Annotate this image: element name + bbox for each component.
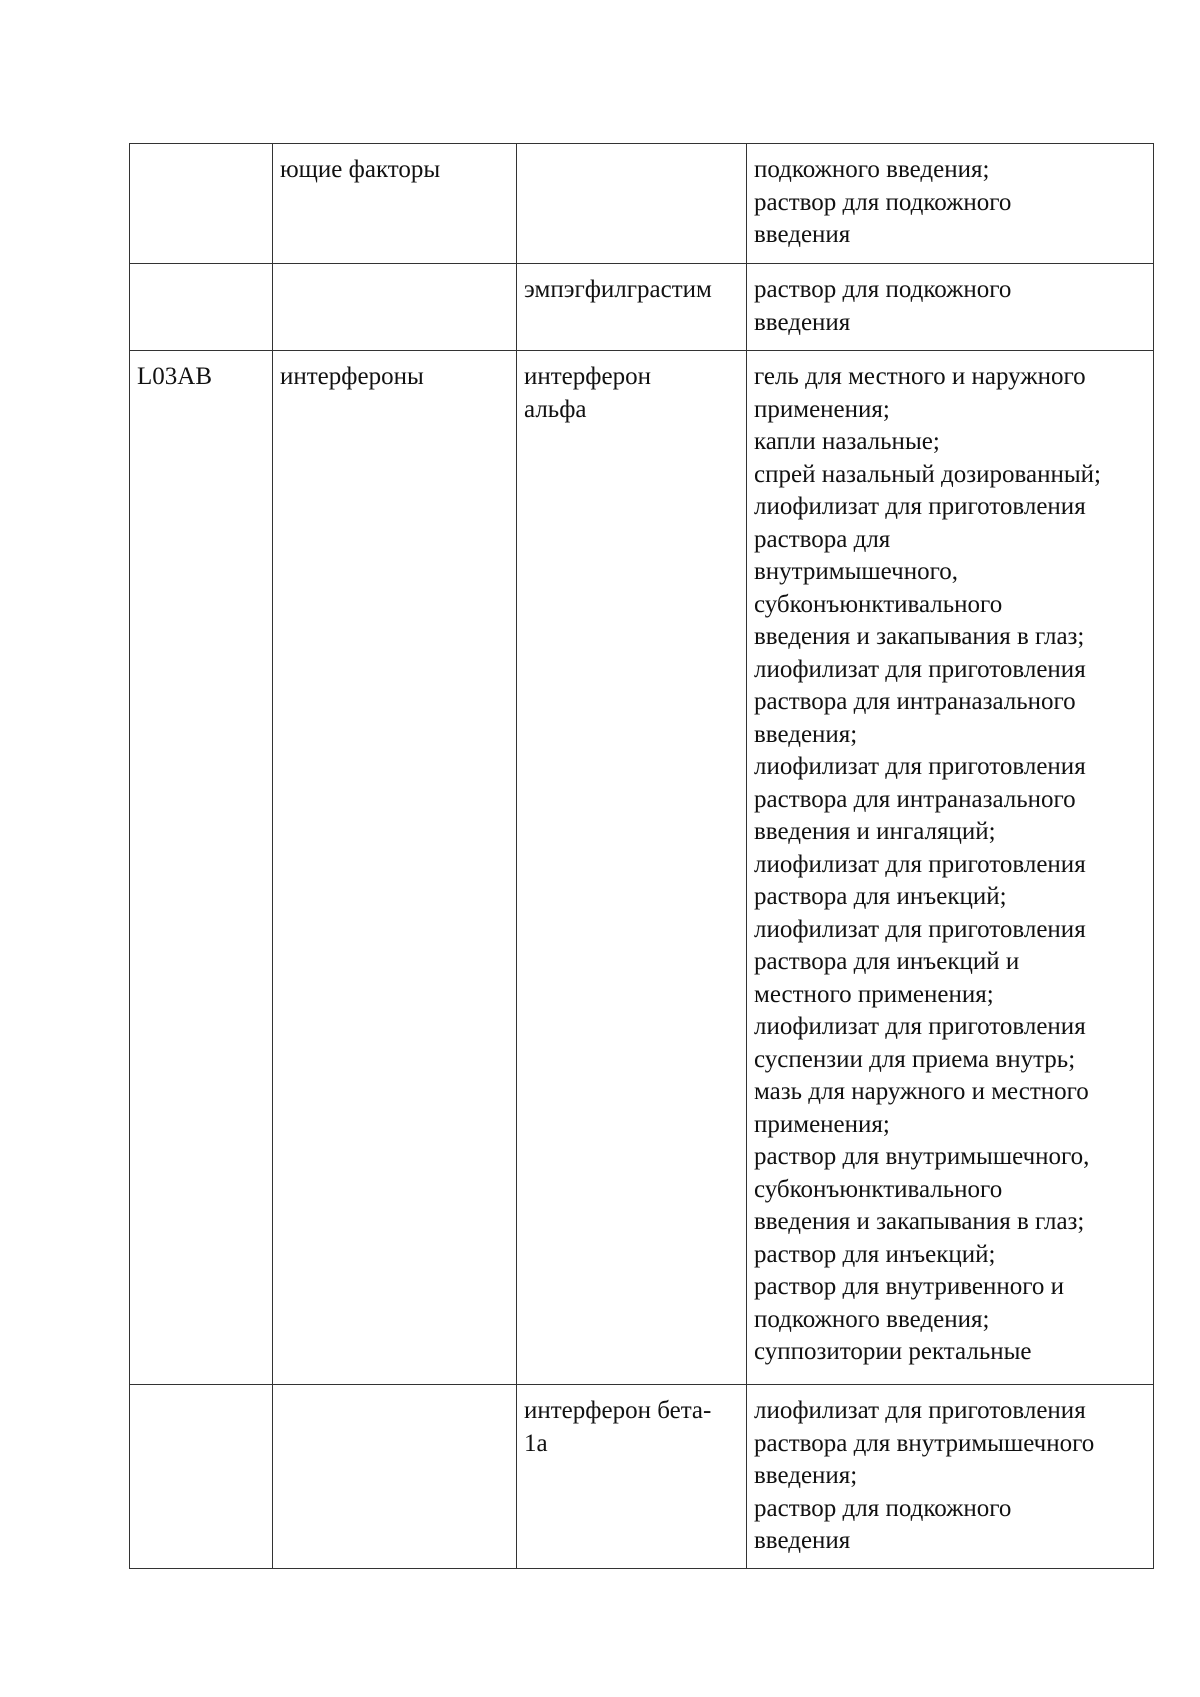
pharmacological-group-cell [273,1385,517,1569]
dosage-forms-cell: подкожного введения; раствор для подкожного введения [747,144,1154,264]
drug-name-cell: интерферон бета- 1a [517,1385,747,1569]
atc-code-cell: L03AB [130,351,273,1385]
dosage-forms-cell: раствор для подкожного введения [747,264,1154,351]
atc-code-cell [130,144,273,264]
pharmacological-group-cell: интерфероны [273,351,517,1385]
table-row [130,1385,1154,1569]
table-row [130,264,1154,351]
pharmacological-group-cell [273,264,517,351]
drug-name-cell: эмпэгфилграстим [517,264,747,351]
pharmacological-group-cell: ющие факторы [273,144,517,264]
dosage-forms-cell: гель для местного и наружного применения; капли назальные; спрей назальный дозированный; лиофилизат для приготовления раствора для внутримышечного, субконъюнктивального введения и закапывания в глаз; лиофилизат для приготовления раствора для интраназального введения; лиофилизат для приготовления раствора для интраназального введения и ингаляций; лиофилизат для приготовления раствора для инъекций; лиофилизат для приготовления раствора для инъекций и местного применения; лиофилизат для приготовления суспензии для приема внутрь; мазь для наружного и местного применения; раствор для внутримышечного, субконъюнктивального введения и закапывания в глаз; раствор для инъекций; раствор для внутривенного и подкожного введения; суппозитории ректальные [747,351,1154,1385]
drug-name-cell [517,144,747,264]
drug-name-cell: интерферон альфа [517,351,747,1385]
drug-table [129,143,1154,1569]
atc-code-cell [130,1385,273,1569]
dosage-forms-cell: лиофилизат для приготовления раствора для внутримышечного введения; раствор для подкожного введения [747,1385,1154,1569]
table-row [130,351,1154,1385]
atc-code-cell [130,264,273,351]
table-row [130,144,1154,264]
